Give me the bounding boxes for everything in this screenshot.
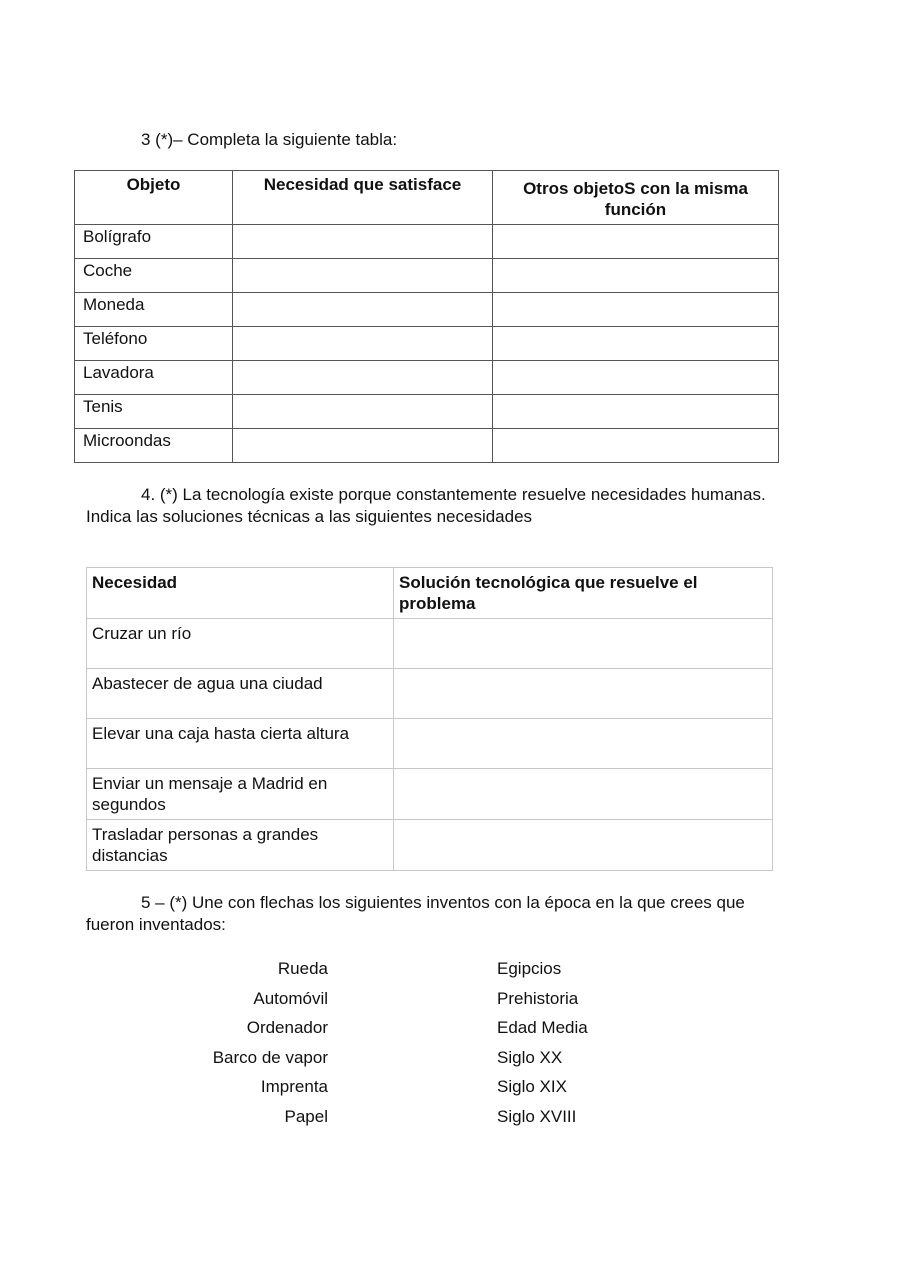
table-row bbox=[75, 429, 779, 463]
answer-cell[interactable] bbox=[493, 395, 779, 429]
table-row bbox=[87, 669, 773, 719]
table-row bbox=[75, 361, 779, 395]
header-necesidad: Necesidad bbox=[87, 568, 394, 619]
section3-title bbox=[86, 129, 826, 151]
table-header-row bbox=[75, 171, 779, 225]
answer-cell[interactable] bbox=[233, 293, 493, 327]
section4-line1: 4. (*) La tecnología existe porque constantemente resuelve necesidades humanas. bbox=[141, 485, 766, 504]
header-otros-objetos: Otros objetoS con la misma función bbox=[493, 171, 779, 225]
table-row bbox=[75, 293, 779, 327]
answer-cell[interactable] bbox=[394, 769, 773, 820]
answer-cell[interactable] bbox=[233, 361, 493, 395]
header-necesidad: Necesidad que satisface bbox=[233, 171, 493, 225]
need-cell: Enviar un mensaje a Madrid en segundos bbox=[87, 769, 394, 820]
answer-cell[interactable] bbox=[233, 225, 493, 259]
answer-cell[interactable] bbox=[493, 327, 779, 361]
invention-item[interactable]: Papel bbox=[284, 1106, 328, 1126]
answer-cell[interactable] bbox=[394, 820, 773, 871]
object-cell: Teléfono bbox=[75, 327, 233, 361]
object-cell: Moneda bbox=[75, 293, 233, 327]
section5-line2: fueron inventados: bbox=[86, 915, 226, 934]
invention-item[interactable]: Rueda bbox=[277, 959, 328, 978]
need-cell: Abastecer de agua una ciudad bbox=[87, 669, 394, 719]
object-cell: Bolígrafo bbox=[75, 225, 233, 259]
answer-cell[interactable] bbox=[233, 429, 493, 463]
answer-cell[interactable] bbox=[493, 293, 779, 327]
section4-line2: Indica las soluciones técnicas a las siguientes necesidades bbox=[86, 507, 533, 526]
invention-item[interactable]: Barco de vapor bbox=[212, 1047, 328, 1067]
invention-item[interactable]: Ordenador bbox=[246, 1018, 328, 1037]
answer-cell[interactable] bbox=[493, 225, 779, 259]
object-cell: Lavadora bbox=[75, 361, 233, 395]
table-row bbox=[75, 395, 779, 429]
section5-line1: 5 – (*) Une con flechas los siguientes inventos con la época en la que crees que bbox=[141, 893, 745, 912]
section4-instructions bbox=[86, 484, 826, 528]
era-item[interactable]: Siglo XVIII bbox=[497, 1106, 577, 1126]
answer-cell[interactable] bbox=[493, 429, 779, 463]
section3-title-text: 3 (*)– Completa la siguiente tabla: bbox=[141, 130, 398, 149]
era-item[interactable]: Siglo XIX bbox=[497, 1077, 567, 1096]
object-cell: Tenis bbox=[75, 395, 233, 429]
table-row bbox=[87, 769, 773, 820]
table-row bbox=[75, 327, 779, 361]
table-row bbox=[87, 719, 773, 769]
need-cell: Trasladar personas a grandes distancias bbox=[87, 820, 394, 871]
header-solucion: Solución tecnológica que resuelve el problema bbox=[394, 568, 773, 619]
answer-cell[interactable] bbox=[493, 259, 779, 293]
answer-cell[interactable] bbox=[394, 669, 773, 719]
objects-table bbox=[74, 170, 779, 463]
answer-cell[interactable] bbox=[493, 361, 779, 395]
inventions-list bbox=[150, 959, 328, 1136]
table-row bbox=[75, 225, 779, 259]
answer-cell[interactable] bbox=[233, 259, 493, 293]
section5-instructions bbox=[86, 892, 826, 936]
era-item[interactable]: Siglo XX bbox=[497, 1047, 563, 1067]
answer-cell[interactable] bbox=[394, 719, 773, 769]
answer-cell[interactable] bbox=[233, 327, 493, 361]
invention-item[interactable]: Imprenta bbox=[260, 1077, 328, 1096]
era-item[interactable]: Prehistoria bbox=[497, 988, 579, 1008]
table-header-row bbox=[87, 568, 773, 619]
need-cell: Elevar una caja hasta cierta altura bbox=[87, 719, 394, 769]
table-row bbox=[75, 259, 779, 293]
era-item[interactable]: Egipcios bbox=[497, 959, 562, 978]
need-cell: Cruzar un río bbox=[87, 619, 394, 669]
answer-cell[interactable] bbox=[394, 619, 773, 669]
object-cell: Microondas bbox=[75, 429, 233, 463]
header-objeto: Objeto bbox=[75, 171, 233, 225]
eras-list bbox=[497, 959, 588, 1136]
object-cell: Coche bbox=[75, 259, 233, 293]
era-item[interactable]: Edad Media bbox=[497, 1018, 588, 1037]
table-row bbox=[87, 619, 773, 669]
table-row bbox=[87, 820, 773, 871]
answer-cell[interactable] bbox=[233, 395, 493, 429]
invention-item[interactable]: Automóvil bbox=[253, 988, 328, 1008]
needs-table bbox=[86, 567, 773, 871]
